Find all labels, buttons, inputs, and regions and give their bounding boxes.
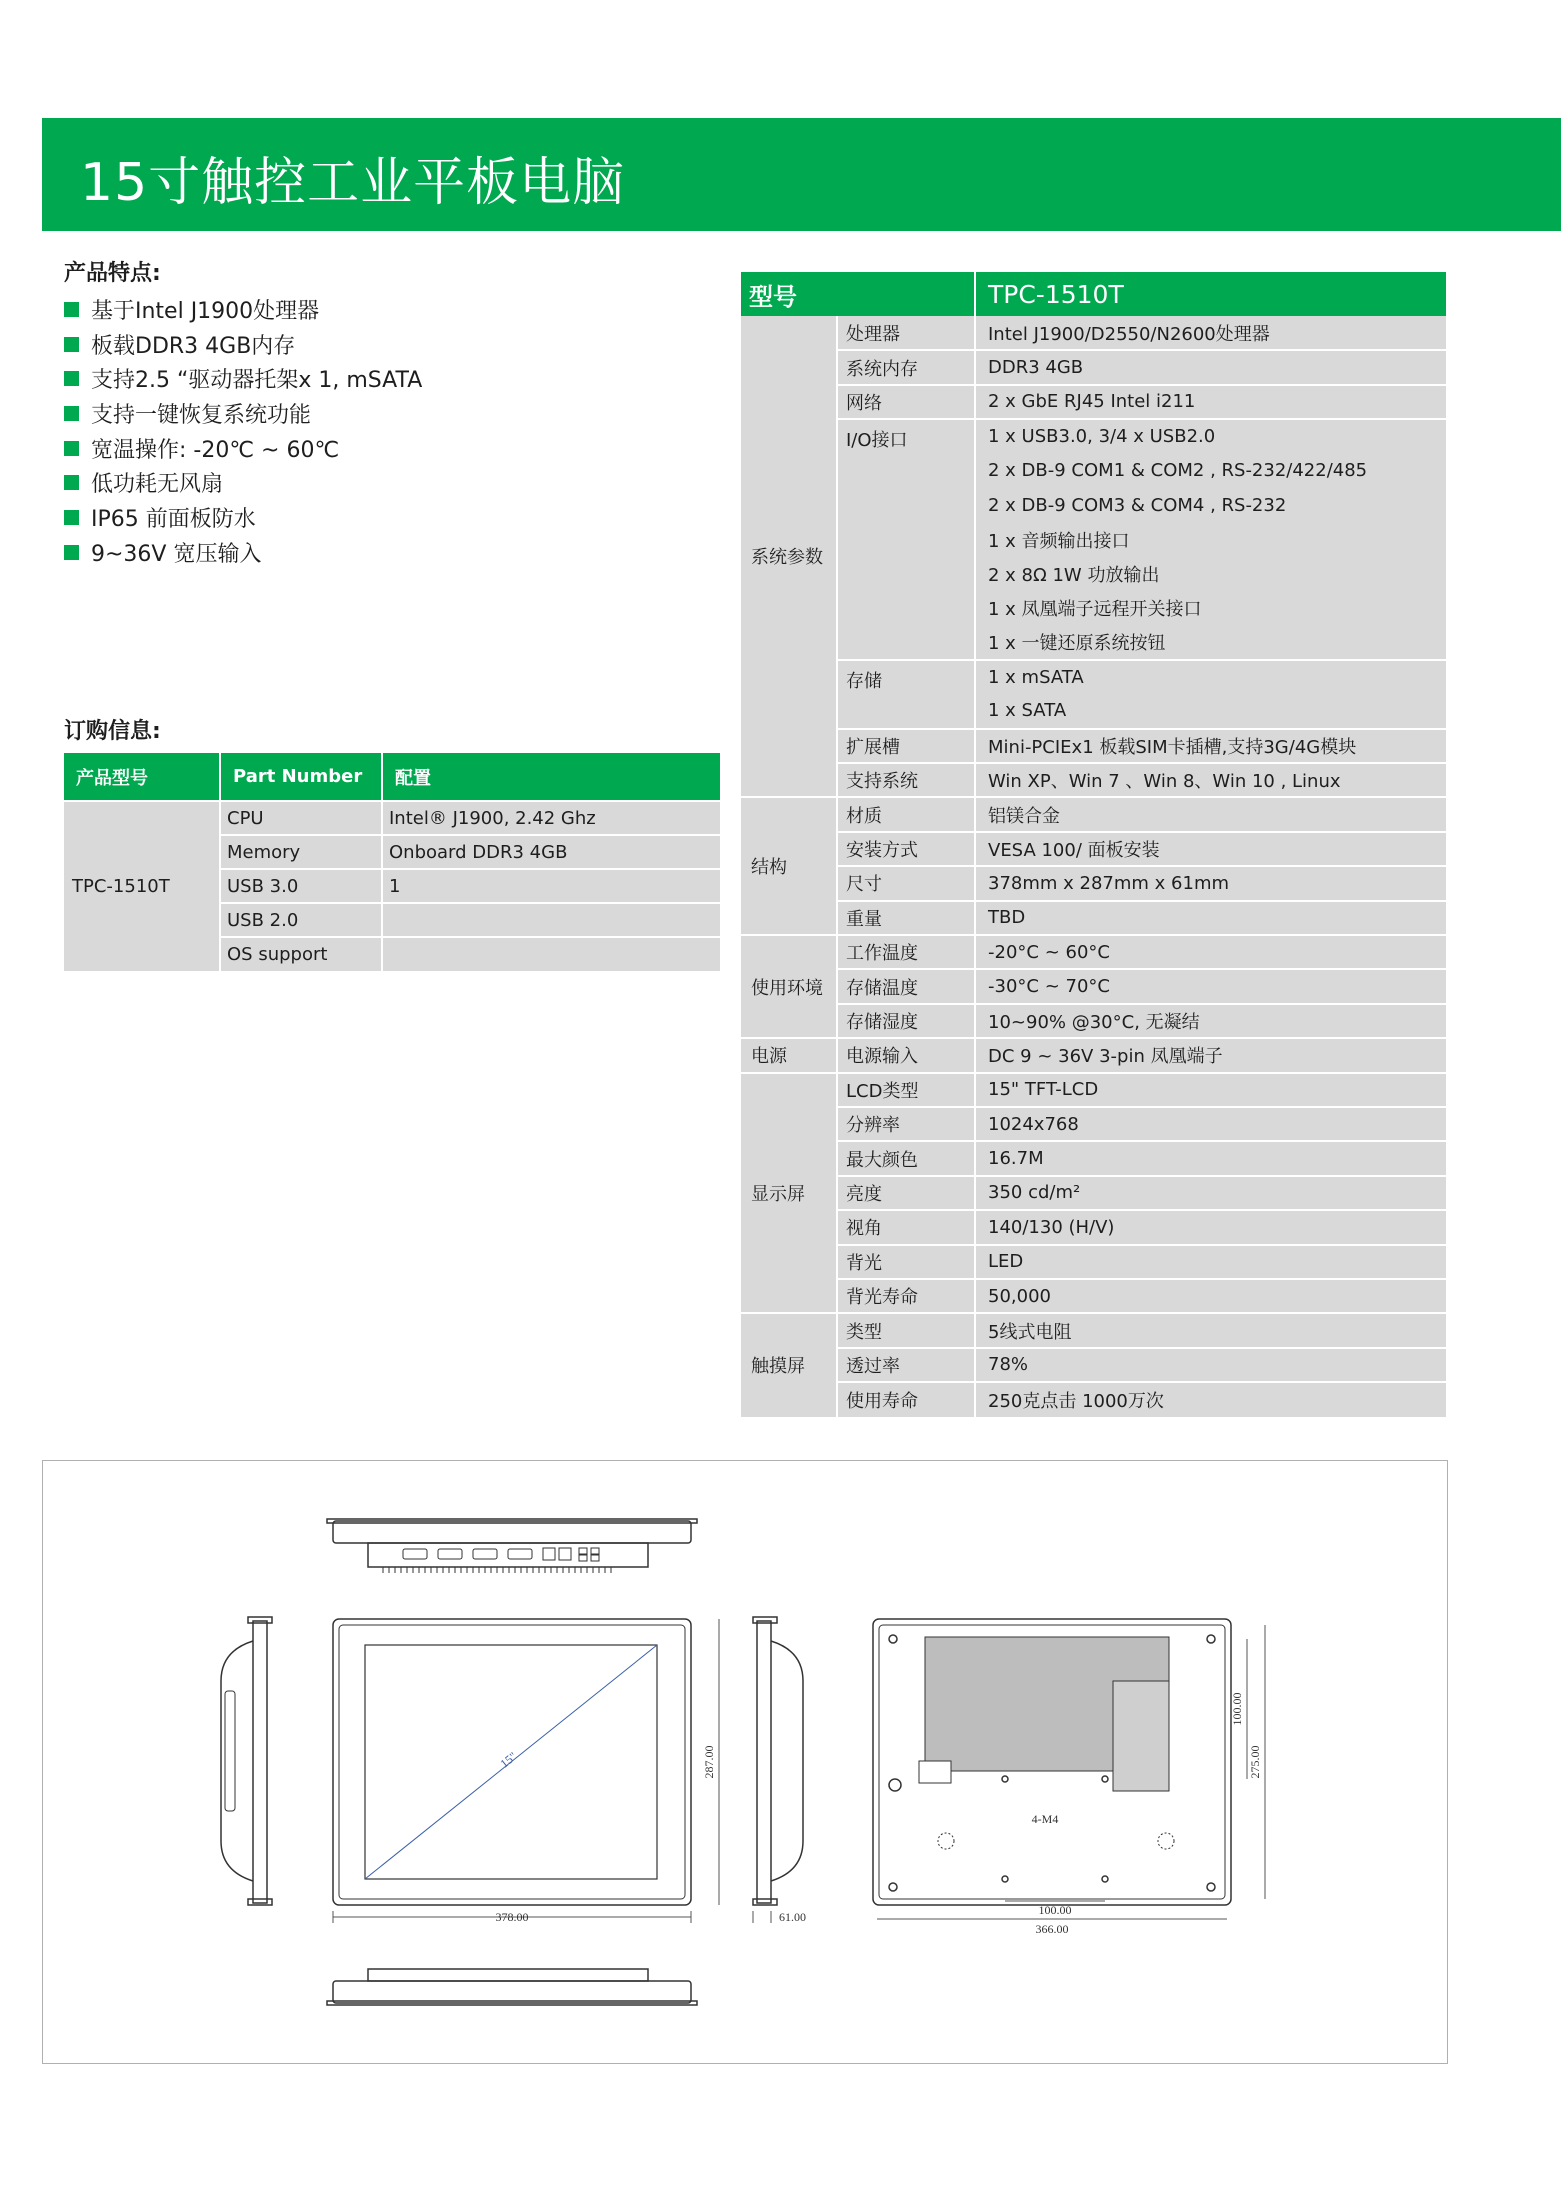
feature-item [64, 292, 422, 327]
order-config: 1 [382, 869, 720, 903]
spec-item-value: 16.7M [975, 1141, 1446, 1175]
spec-item-value: Mini-PCIEx1 板载SIM卡插槽,支持3G/4G模块 [975, 729, 1446, 763]
feature-text: 支持2.5 “驱动器托架x 1, mSATA [91, 368, 423, 394]
spec-item-name: 分辨率 [837, 1107, 975, 1141]
spec-item-name: 重量 [837, 901, 975, 935]
order-config: Intel® J1900, 2.42 Ghz [382, 801, 720, 835]
square-bullet-icon [64, 475, 79, 490]
spec-item-value: -30°C ~ 70°C [975, 969, 1446, 1003]
table-row [741, 419, 1446, 453]
feature-item [64, 465, 422, 500]
feature-text: 9~36V 宽压输入 [91, 541, 262, 567]
spec-header-row [741, 272, 1446, 316]
vesa-horizontal-dimension: 100.00 [1038, 1903, 1072, 1917]
table-row [741, 1141, 1446, 1175]
table-row [741, 901, 1446, 935]
table-row [741, 935, 1446, 969]
order-part: Memory [220, 835, 382, 869]
spec-item-value: 350 cd/m² [975, 1176, 1446, 1210]
spec-item-value: 2 x 8Ω 1W 功放输出 [975, 557, 1446, 591]
order-part: OS support [220, 937, 382, 971]
spec-item-value: 1 x 音频输出接口 [975, 522, 1446, 556]
square-bullet-icon [64, 406, 79, 421]
feature-item [64, 535, 422, 570]
spec-item-name: 安装方式 [837, 832, 975, 866]
left-side-view [221, 1617, 272, 1905]
table-row [741, 1279, 1446, 1313]
table-row [741, 1176, 1446, 1210]
order-part: CPU [220, 801, 382, 835]
spec-item-name: 工作温度 [837, 935, 975, 969]
spec-item-value: 1 x 一键还原系统按钮 [975, 626, 1446, 660]
table-row [741, 1107, 1446, 1141]
order-config [382, 937, 720, 971]
spec-item-value: Win XP、Win 7 、Win 8、Win 10 , Linux [975, 763, 1446, 797]
table-row [741, 350, 1446, 384]
spec-category: 电源 [741, 1038, 837, 1072]
table-row [741, 1210, 1446, 1244]
spec-item-name: 存储温度 [837, 969, 975, 1003]
table-row [741, 1038, 1446, 1072]
vesa-vertical-dimension: 100.00 [1230, 1692, 1244, 1726]
square-bullet-icon [64, 545, 79, 560]
order-part: USB 2.0 [220, 903, 382, 937]
table-row [741, 832, 1446, 866]
spec-item-value: 50,000 [975, 1279, 1446, 1313]
spec-item-name: 处理器 [837, 316, 975, 350]
spec-item-value: 1 x SATA [975, 694, 1446, 728]
spec-item-value: LED [975, 1245, 1446, 1279]
title-banner [42, 118, 1561, 231]
table-row [64, 801, 720, 835]
spec-item-name: 电源输入 [837, 1038, 975, 1072]
spec-item-value: 78% [975, 1348, 1446, 1382]
table-row [741, 1004, 1446, 1038]
spec-item-value: 2 x DB-9 COM3 & COM4 , RS-232 [975, 488, 1446, 522]
features-list [64, 292, 422, 570]
bottom-view [327, 1969, 697, 2005]
page-title: 15寸触控工业平板电脑 [80, 153, 626, 213]
feature-item [64, 396, 422, 431]
rear-height-dimension: 275.00 [1248, 1745, 1262, 1779]
spec-category: 结构 [741, 797, 837, 935]
spec-item-value: 2 x GbE RJ45 Intel i211 [975, 385, 1446, 419]
table-row [741, 797, 1446, 831]
order-header-part: Part Number [220, 753, 382, 801]
spec-item-value: 1024x768 [975, 1107, 1446, 1141]
rear-width-dimension: 366.00 [1035, 1922, 1069, 1936]
feature-text: 板载DDR3 4GB内存 [91, 333, 296, 359]
feature-text: 宽温操作: -20℃ ~ 60℃ [91, 437, 340, 463]
order-part: USB 3.0 [220, 869, 382, 903]
square-bullet-icon [64, 337, 79, 352]
right-side-view [753, 1617, 803, 1905]
order-config: Onboard DDR3 4GB [382, 835, 720, 869]
order-table [64, 753, 720, 971]
spec-item-name: 使用寿命 [837, 1382, 975, 1416]
spec-item-name: 存储 [837, 660, 975, 729]
diagonal-size-label: 15" [497, 1749, 520, 1771]
table-row [741, 660, 1446, 694]
spec-item-name: 亮度 [837, 1176, 975, 1210]
spec-item-value: DDR3 4GB [975, 350, 1446, 384]
table-row [741, 866, 1446, 900]
spec-item-name: 尺寸 [837, 866, 975, 900]
square-bullet-icon [64, 441, 79, 456]
spec-item-name: 背光 [837, 1245, 975, 1279]
square-bullet-icon [64, 371, 79, 386]
height-dimension: 287.00 [702, 1745, 716, 1779]
order-header-model: 产品型号 [64, 753, 220, 801]
spec-item-value: 2 x DB-9 COM1 & COM2 , RS-232/422/485 [975, 454, 1446, 488]
spec-item-name: 网络 [837, 385, 975, 419]
table-row [741, 1073, 1446, 1107]
spec-item-value: 1 x mSATA [975, 660, 1446, 694]
top-view [327, 1519, 697, 1573]
rear-view [873, 1619, 1231, 1905]
width-dimension: 378.00 [495, 1910, 529, 1924]
table-row [741, 1382, 1446, 1416]
feature-text: IP65 前面板防水 [91, 506, 256, 532]
order-header-config: 配置 [382, 753, 720, 801]
spec-item-value: 5线式电阻 [975, 1313, 1446, 1347]
spec-item-value: 10~90% @30°C, 无凝结 [975, 1004, 1446, 1038]
spec-item-name: LCD类型 [837, 1073, 975, 1107]
spec-item-name: 背光寿命 [837, 1279, 975, 1313]
spec-item-name: 最大颜色 [837, 1141, 975, 1175]
mounting-hole-label: 4-M4 [1031, 1812, 1059, 1826]
spec-item-value: TBD [975, 901, 1446, 935]
spec-category: 使用环境 [741, 935, 837, 1038]
spec-item-value: Intel J1900/D2550/N2600处理器 [975, 316, 1446, 350]
spec-item-value: 140/130 (H/V) [975, 1210, 1446, 1244]
table-row [741, 316, 1446, 350]
spec-item-value: -20°C ~ 60°C [975, 935, 1446, 969]
table-row [741, 1245, 1446, 1279]
spec-item-value: 1 x 凤凰端子远程开关接口 [975, 591, 1446, 625]
spec-item-name: 扩展槽 [837, 729, 975, 763]
spec-model-label: 型号 [741, 272, 975, 316]
spec-category: 系统参数 [741, 316, 837, 797]
table-row [741, 1348, 1446, 1382]
spec-item-value: 铝镁合金 [975, 797, 1446, 831]
spec-category: 显示屏 [741, 1073, 837, 1314]
features-heading: 产品特点: [64, 261, 161, 286]
dimension-drawing [43, 1461, 1449, 2065]
order-config [382, 903, 720, 937]
spec-item-name: 存储湿度 [837, 1004, 975, 1038]
order-header-row [64, 753, 720, 801]
spec-item-value: VESA 100/ 面板安装 [975, 832, 1446, 866]
spec-table [741, 272, 1446, 1417]
spec-item-name: 系统内存 [837, 350, 975, 384]
depth-dimension: 61.00 [779, 1910, 806, 1924]
spec-item-value: 1 x USB3.0, 3/4 x USB2.0 [975, 419, 1446, 453]
square-bullet-icon [64, 302, 79, 317]
spec-item-name: 支持系统 [837, 763, 975, 797]
spec-category: 触摸屏 [741, 1313, 837, 1416]
feature-text: 支持一键恢复系统功能 [91, 402, 312, 428]
table-row [741, 1313, 1446, 1347]
feature-item [64, 500, 422, 535]
table-row [741, 969, 1446, 1003]
spec-item-value: 15" TFT-LCD [975, 1073, 1446, 1107]
feature-text: 基于Intel J1900处理器 [91, 298, 320, 324]
feature-text: 低功耗无风扇 [91, 472, 224, 498]
square-bullet-icon [64, 510, 79, 525]
spec-item-name: 材质 [837, 797, 975, 831]
spec-item-name: 视角 [837, 1210, 975, 1244]
spec-item-name: I/O接口 [837, 419, 975, 660]
order-heading: 订购信息: [64, 719, 161, 744]
order-model: TPC-1510T [72, 876, 170, 897]
spec-item-name: 透过率 [837, 1348, 975, 1382]
table-row [741, 763, 1446, 797]
feature-item [64, 327, 422, 362]
spec-item-value: DC 9 ~ 36V 3-pin 凤凰端子 [975, 1038, 1446, 1072]
spec-item-value: 378mm x 287mm x 61mm [975, 866, 1446, 900]
dimension-drawing-frame [42, 1460, 1448, 2064]
spec-item-value: 250克点击 1000万次 [975, 1382, 1446, 1416]
spec-model-value: TPC-1510T [975, 272, 1446, 316]
feature-item [64, 361, 422, 396]
table-row [741, 729, 1446, 763]
feature-item [64, 431, 422, 466]
table-row [741, 385, 1446, 419]
order-model-cell [64, 801, 220, 971]
spec-item-name: 类型 [837, 1313, 975, 1347]
